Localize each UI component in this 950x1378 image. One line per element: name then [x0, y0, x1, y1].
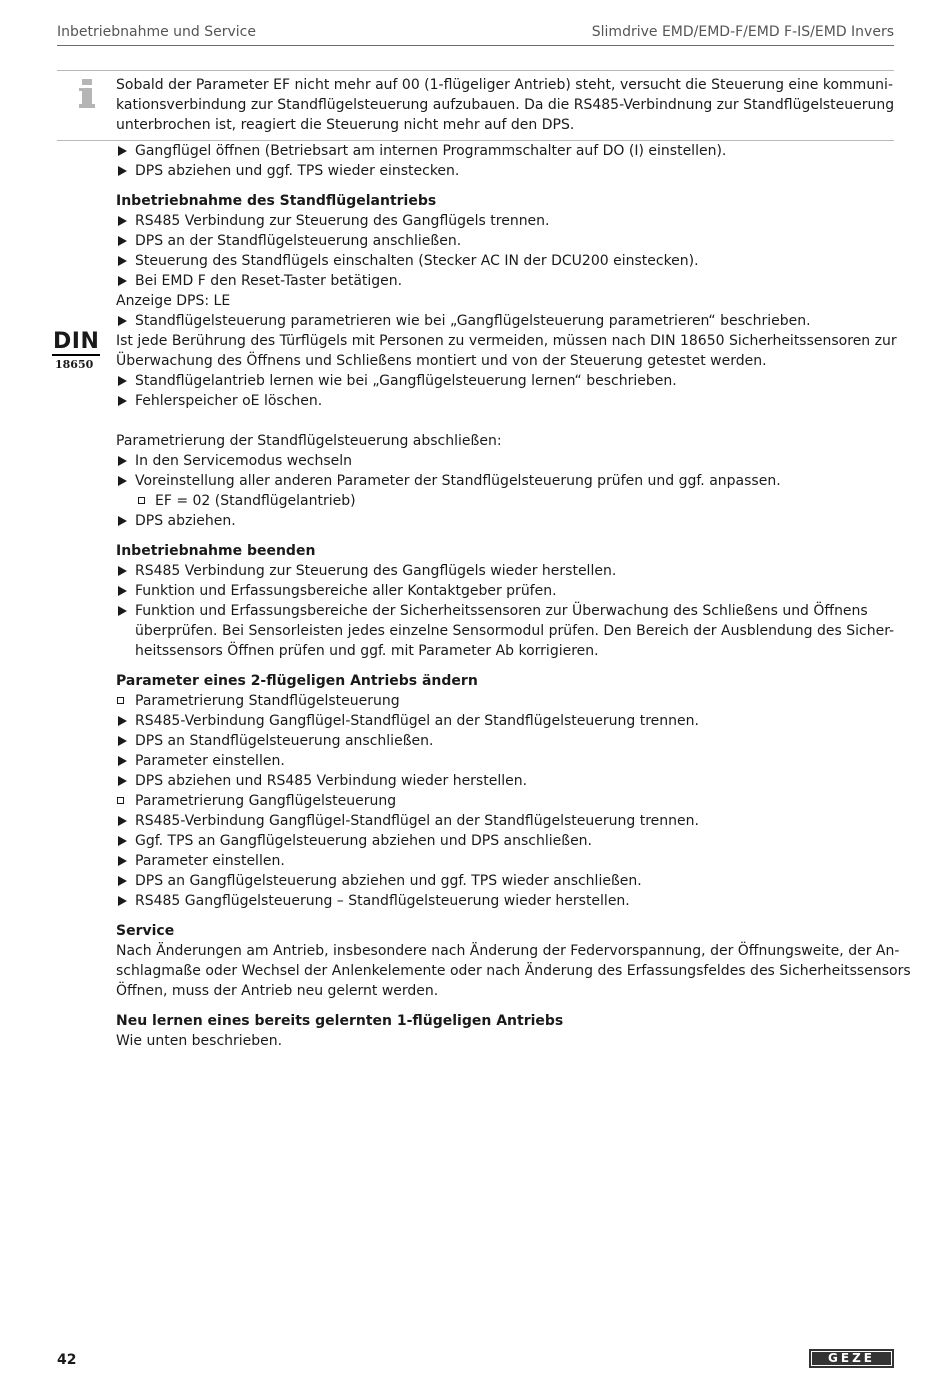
logo-text: GEZE [812, 1352, 891, 1365]
list-item-line: überprüfen. Bei Sensorleisten jedes einzelne Sensormodul prüfen. Den Bereich der Ausblendung des Sicher- [135, 623, 895, 639]
list-item: Voreinstellung aller anderen Parameter der Standflügelsteuerung prüfen und ggf. anpassen. [116, 471, 894, 491]
info-note [57, 70, 894, 141]
page-header [57, 24, 894, 46]
list-item: DPS abziehen und RS485 Verbindung wieder herstellen. [116, 771, 894, 791]
note-line: Sobald der Parameter EF nicht mehr auf 00 (1-flügeliger Antrieb) steht, versucht die Steuerung eine kommuni- [116, 77, 893, 93]
list-item: RS485-Verbindung Gangflügel-Standflügel an der Standflügelsteuerung trennen. [116, 811, 894, 831]
list-item: RS485-Verbindung Gangflügel-Standflügel an der Standflügelsteuerung trennen. [116, 711, 894, 731]
sub-list-item: EF = 02 (Standflügelantrieb) [116, 491, 894, 511]
service-paragraph-line: Öffnen, muss der Antrieb neu gelernt werden. [116, 983, 439, 999]
neulernen-text: Wie unten beschrieben. [116, 1033, 283, 1049]
list-item-square: Parametrierung Standflügelsteuerung [116, 691, 894, 711]
header-product-title: Slimdrive EMD/EMD-F/EMD F-IS/EMD Invers [591, 24, 894, 40]
note-line: unterbrochen ist, reagiert die Steuerung nicht mehr auf den DPS. [116, 117, 575, 133]
section-heading-standfluegel: Inbetriebnahme des Standflügelantriebs [116, 193, 437, 209]
service-paragraph-line: Nach Änderungen am Antrieb, insbesondere nach Änderung der Federvorspannung, der Öffnungsweite, der An- [116, 943, 900, 959]
list-item-line: heitssensors Öffnen prüfen und ggf. mit Parameter Ab korrigieren. [135, 643, 599, 659]
note-text [116, 75, 895, 135]
info-icon [79, 79, 95, 109]
list-item [116, 601, 894, 661]
list-item: Fehlerspeicher oE löschen. [116, 391, 894, 411]
list-item: Steuerung des Standflügels einschalten (Stecker AC IN der DCU200 einstecken). [116, 251, 894, 271]
section-heading-neulernen: Neu lernen eines bereits gelernten 1-flügeligen Antriebs [116, 1013, 564, 1029]
list-item: Funktion und Erfassungsbereiche aller Kontaktgeber prüfen. [116, 581, 894, 601]
din-paragraph-line: Ist jede Berührung des Türflügels mit Personen zu vermeiden, müssen nach DIN 18650 Sicherheitssensoren zur [116, 333, 897, 349]
header-section-title: Inbetriebnahme und Service [57, 24, 256, 40]
main-content [116, 141, 911, 1051]
list-item: In den Servicemodus wechseln [116, 451, 894, 471]
list-item: DPS abziehen und ggf. TPS wieder einstecken. [116, 161, 894, 181]
list-item: Parameter einstellen. [116, 851, 894, 871]
list-item: Bei EMD F den Reset-Taster betätigen. [116, 271, 894, 291]
paragraph-title: Parametrierung der Standflügelsteuerung abschließen: [116, 433, 502, 449]
din-badge-word: DIN [53, 329, 100, 354]
din-badge-number: 18650 [55, 358, 94, 371]
list-item: Gangflügel öffnen (Betriebsart am internen Programmschalter auf DO (I) einstellen). [116, 141, 894, 161]
list-item: RS485 Verbindung zur Steuerung des Gangflügels wieder herstellen. [116, 561, 894, 581]
list-item: Standflügelsteuerung parametrieren wie bei „Gangflügelsteuerung parametrieren“ beschrieben. [116, 311, 894, 331]
list-item: RS485 Gangflügelsteuerung – Standflügelsteuerung wieder herstellen. [116, 891, 894, 911]
display-text: Anzeige DPS: LE [116, 293, 231, 309]
list-item: Parameter einstellen. [116, 751, 894, 771]
section-heading-beenden: Inbetriebnahme beenden [116, 543, 316, 559]
din-paragraph-line: Überwachung des Öffnens und Schließens montiert und von der Steuerung getestet werden. [116, 353, 767, 369]
list-item: Standflügelantrieb lernen wie bei „Gangflügelsteuerung lernen“ beschrieben. [116, 371, 894, 391]
list-item-square: Parametrierung Gangflügelsteuerung [116, 791, 894, 811]
service-paragraph-line: schlagmaße oder Wechsel der Anlenkelemente oder nach Änderung des Erfassungsfeldes des Sicherheitssensors [116, 963, 911, 979]
list-item: RS485 Verbindung zur Steuerung des Gangflügels trennen. [116, 211, 894, 231]
list-item: DPS an Standflügelsteuerung anschließen. [116, 731, 894, 751]
list-item: DPS an der Standflügelsteuerung anschließen. [116, 231, 894, 251]
list-item: Ggf. TPS an Gangflügelsteuerung abziehen und DPS anschließen. [116, 831, 894, 851]
geze-logo [809, 1349, 894, 1368]
list-item-line: Funktion und Erfassungsbereiche der Sicherheitssensoren zur Überwachung des Schließens und Öffnens [135, 603, 868, 619]
list-item: DPS abziehen. [116, 511, 894, 531]
note-line: kationsverbindung zur Standflügelsteuerung aufzubauen. Da die RS485-Verbindnung zur Standflügelsteuerung [116, 97, 895, 113]
section-heading-parameter: Parameter eines 2-flügeligen Antriebs ändern [116, 673, 478, 689]
din-18650-badge [52, 329, 100, 371]
list-item: DPS an Gangflügelsteuerung abziehen und ggf. TPS wieder anschließen. [116, 871, 894, 891]
section-heading-service: Service [116, 923, 175, 939]
page-number: 42 [57, 1352, 77, 1368]
